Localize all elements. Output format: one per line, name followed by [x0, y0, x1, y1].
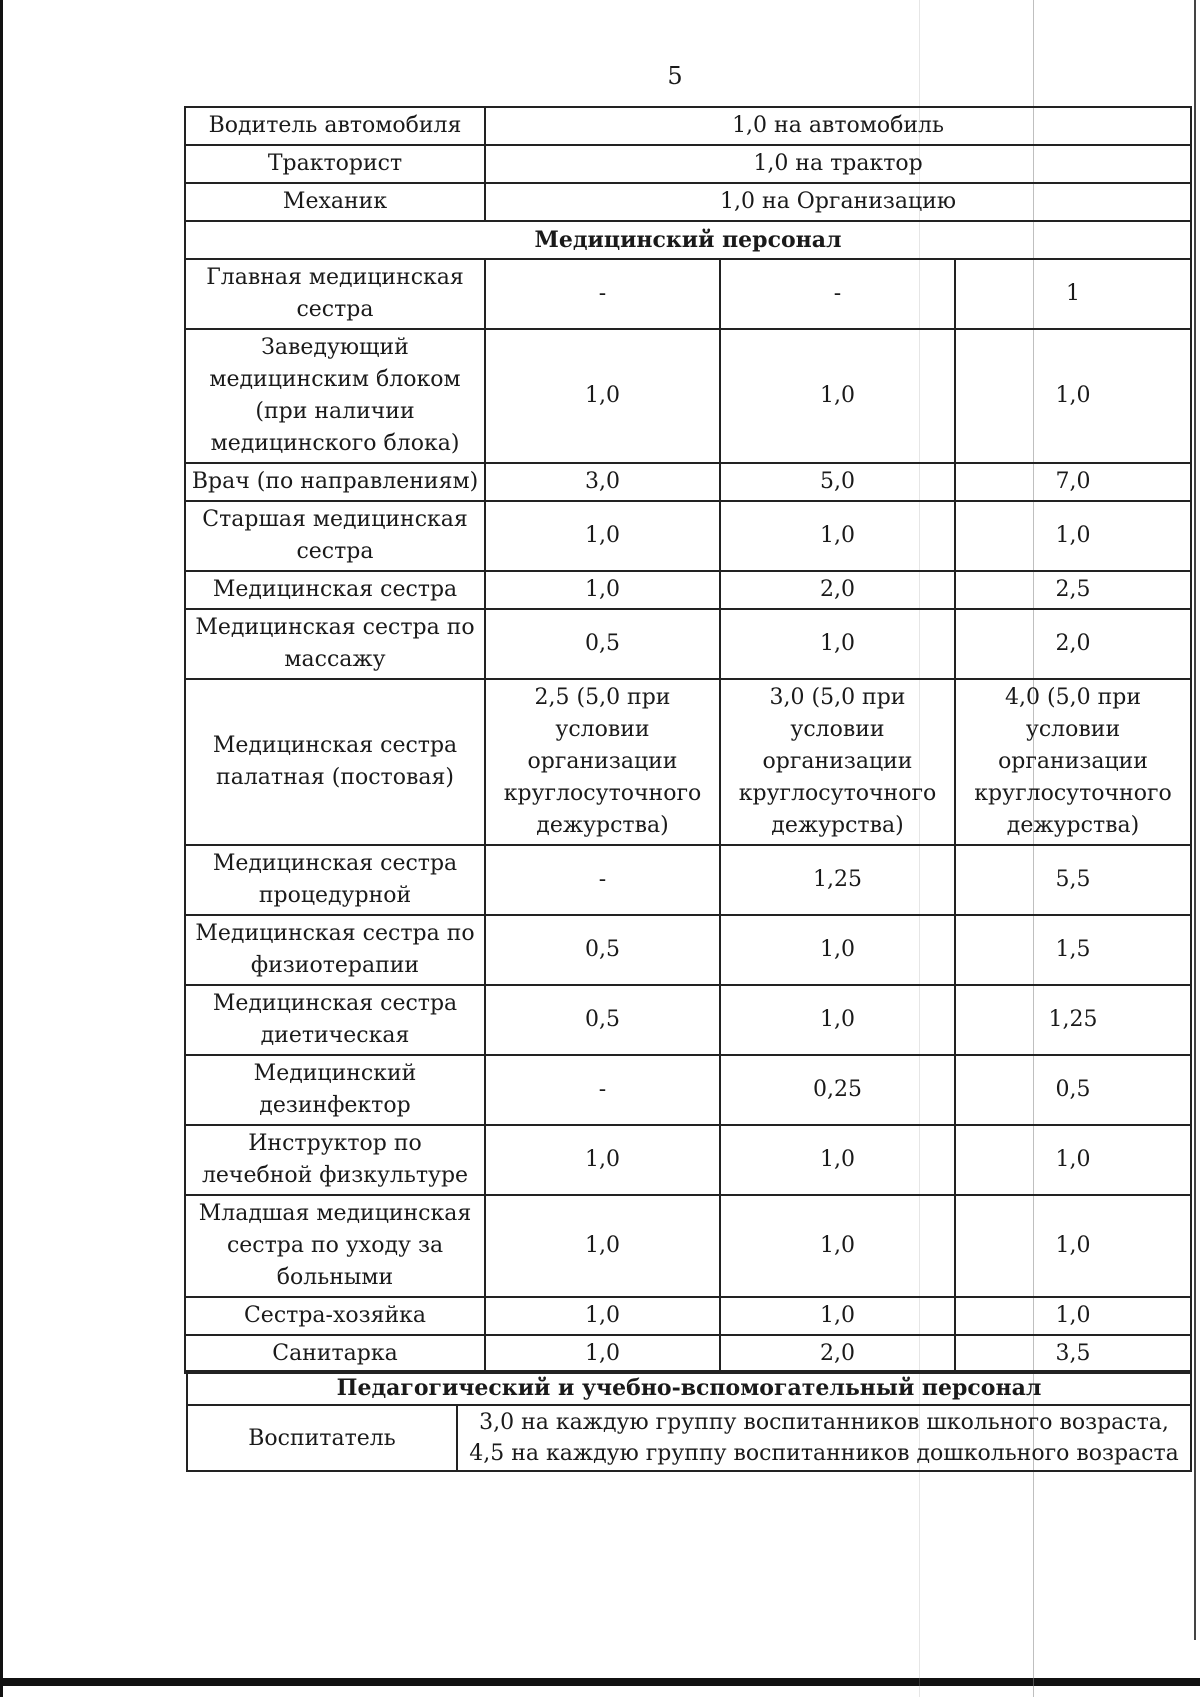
value-cell: 1,5 [955, 915, 1191, 985]
table-row [185, 845, 1191, 915]
value-cell: 2,5 (5,0 при условии организации круглосуточного дежурства) [485, 679, 720, 845]
value-cell: 2,0 [955, 609, 1191, 679]
page-number: 5 [667, 62, 683, 90]
value-cell: 0,5 [485, 915, 720, 985]
value-cell: 1,0 [485, 1297, 720, 1335]
table-row [185, 915, 1191, 985]
value-cell: 1,0 [720, 1297, 955, 1335]
value-cell: 1,0 [720, 609, 955, 679]
table-row [185, 985, 1191, 1055]
position-cell: Медицинская сестра [185, 571, 485, 609]
position-cell: Водитель автомобиля [185, 107, 485, 145]
table-row [185, 329, 1191, 463]
table-row [185, 183, 1191, 221]
value-cell: 1,0 [485, 1195, 720, 1297]
value-cell: 1,0 [955, 501, 1191, 571]
position-cell: Заведующий медицинским блоком (при наличии медицинского блока) [185, 329, 485, 463]
value-cell: 3,0 [485, 463, 720, 501]
value-cell: 2,0 [720, 571, 955, 609]
medical-staff-rows [185, 221, 1191, 1373]
value-cell: 2,5 [955, 571, 1191, 609]
value-cell: 1 [955, 259, 1191, 329]
value-cell: 1,0 [720, 915, 955, 985]
table-row [185, 463, 1191, 501]
scan-edge-bottom [0, 1678, 1200, 1686]
value-cell: 1,25 [955, 985, 1191, 1055]
value-cell: 3,5 [955, 1335, 1191, 1373]
value-cell: 1,0 [955, 1297, 1191, 1335]
pedagogical-table [186, 1370, 1192, 1472]
value-cell: 1,0 [485, 501, 720, 571]
position-cell: Санитарка [185, 1335, 485, 1373]
table-row [185, 571, 1191, 609]
value-cell: 1,0 [955, 1125, 1191, 1195]
position-cell: Медицинская сестра диетическая [185, 985, 485, 1055]
table-row [185, 1335, 1191, 1373]
table-row [185, 1055, 1191, 1125]
value-cell: 0,5 [955, 1055, 1191, 1125]
position-cell: Главная медицинская сестра [185, 259, 485, 329]
value-cell: 7,0 [955, 463, 1191, 501]
norm-cell: 1,0 на Организацию [485, 183, 1191, 221]
value-cell: - [485, 845, 720, 915]
table-row [187, 1405, 1191, 1471]
norm-school-age: 3,0 на каждую группу воспитанников школьного возраста, [479, 1410, 1169, 1435]
scan-edge-left [0, 0, 3, 1697]
staffing-table [184, 106, 1192, 1374]
value-cell: 0,5 [485, 609, 720, 679]
value-cell: - [485, 259, 720, 329]
value-cell: 1,0 [720, 1195, 955, 1297]
position-cell: Медицинская сестра по массажу [185, 609, 485, 679]
position-cell: Сестра-хозяйка [185, 1297, 485, 1335]
value-cell: 3,0 (5,0 при условии организации круглосуточного дежурства) [720, 679, 955, 845]
table-row [185, 107, 1191, 145]
norm-cell: 1,0 на трактор [485, 145, 1191, 183]
value-cell: 1,0 [720, 501, 955, 571]
general-staff-rows [185, 107, 1191, 221]
position-cell: Воспитатель [187, 1405, 457, 1471]
position-cell: Врач (по направлениям) [185, 463, 485, 501]
value-cell: 1,0 [720, 985, 955, 1055]
norm-preschool-age: 4,5 на каждую группу воспитанников дошкольного возраста [469, 1441, 1179, 1466]
position-cell: Медицинская сестра по физиотерапии [185, 915, 485, 985]
section-heading-pedagogical: Педагогический и учебно-вспомогательный персонал [187, 1371, 1191, 1405]
position-cell: Медицинская сестра палатная (постовая) [185, 679, 485, 845]
value-cell: - [720, 259, 955, 329]
value-cell: - [485, 1055, 720, 1125]
value-cell: 1,0 [485, 1125, 720, 1195]
value-cell: 1,0 [720, 329, 955, 463]
value-cell: 1,0 [955, 1195, 1191, 1297]
value-cell: 2,0 [720, 1335, 955, 1373]
position-cell: Медицинский дезинфектор [185, 1055, 485, 1125]
position-cell: Старшая медицинская сестра [185, 501, 485, 571]
section-heading-row [185, 221, 1191, 259]
table-row [185, 1297, 1191, 1335]
position-cell: Младшая медицинская сестра по уходу за больными [185, 1195, 485, 1297]
value-cell: 1,0 [485, 329, 720, 463]
table-row [185, 145, 1191, 183]
table-row [185, 259, 1191, 329]
section-heading-row [187, 1371, 1191, 1405]
scan-edge-right [1194, 0, 1196, 1640]
norm-cell [457, 1405, 1191, 1471]
value-cell: 0,25 [720, 1055, 955, 1125]
position-cell: Медицинская сестра процедурной [185, 845, 485, 915]
section-heading-medical: Медицинский персонал [185, 221, 1191, 259]
table-row [185, 609, 1191, 679]
value-cell: 0,5 [485, 985, 720, 1055]
value-cell: 5,0 [720, 463, 955, 501]
value-cell: 1,25 [720, 845, 955, 915]
value-cell: 1,0 [720, 1125, 955, 1195]
value-cell: 1,0 [955, 329, 1191, 463]
value-cell: 4,0 (5,0 при условии организации круглосуточного дежурства) [955, 679, 1191, 845]
position-cell: Механик [185, 183, 485, 221]
value-cell: 5,5 [955, 845, 1191, 915]
table-row [185, 1195, 1191, 1297]
position-cell: Тракторист [185, 145, 485, 183]
norm-cell: 1,0 на автомобиль [485, 107, 1191, 145]
table-row [185, 501, 1191, 571]
position-cell: Инструктор по лечебной физкультуре [185, 1125, 485, 1195]
value-cell: 1,0 [485, 1335, 720, 1373]
value-cell: 1,0 [485, 571, 720, 609]
table-row [185, 1125, 1191, 1195]
table-row [185, 679, 1191, 845]
